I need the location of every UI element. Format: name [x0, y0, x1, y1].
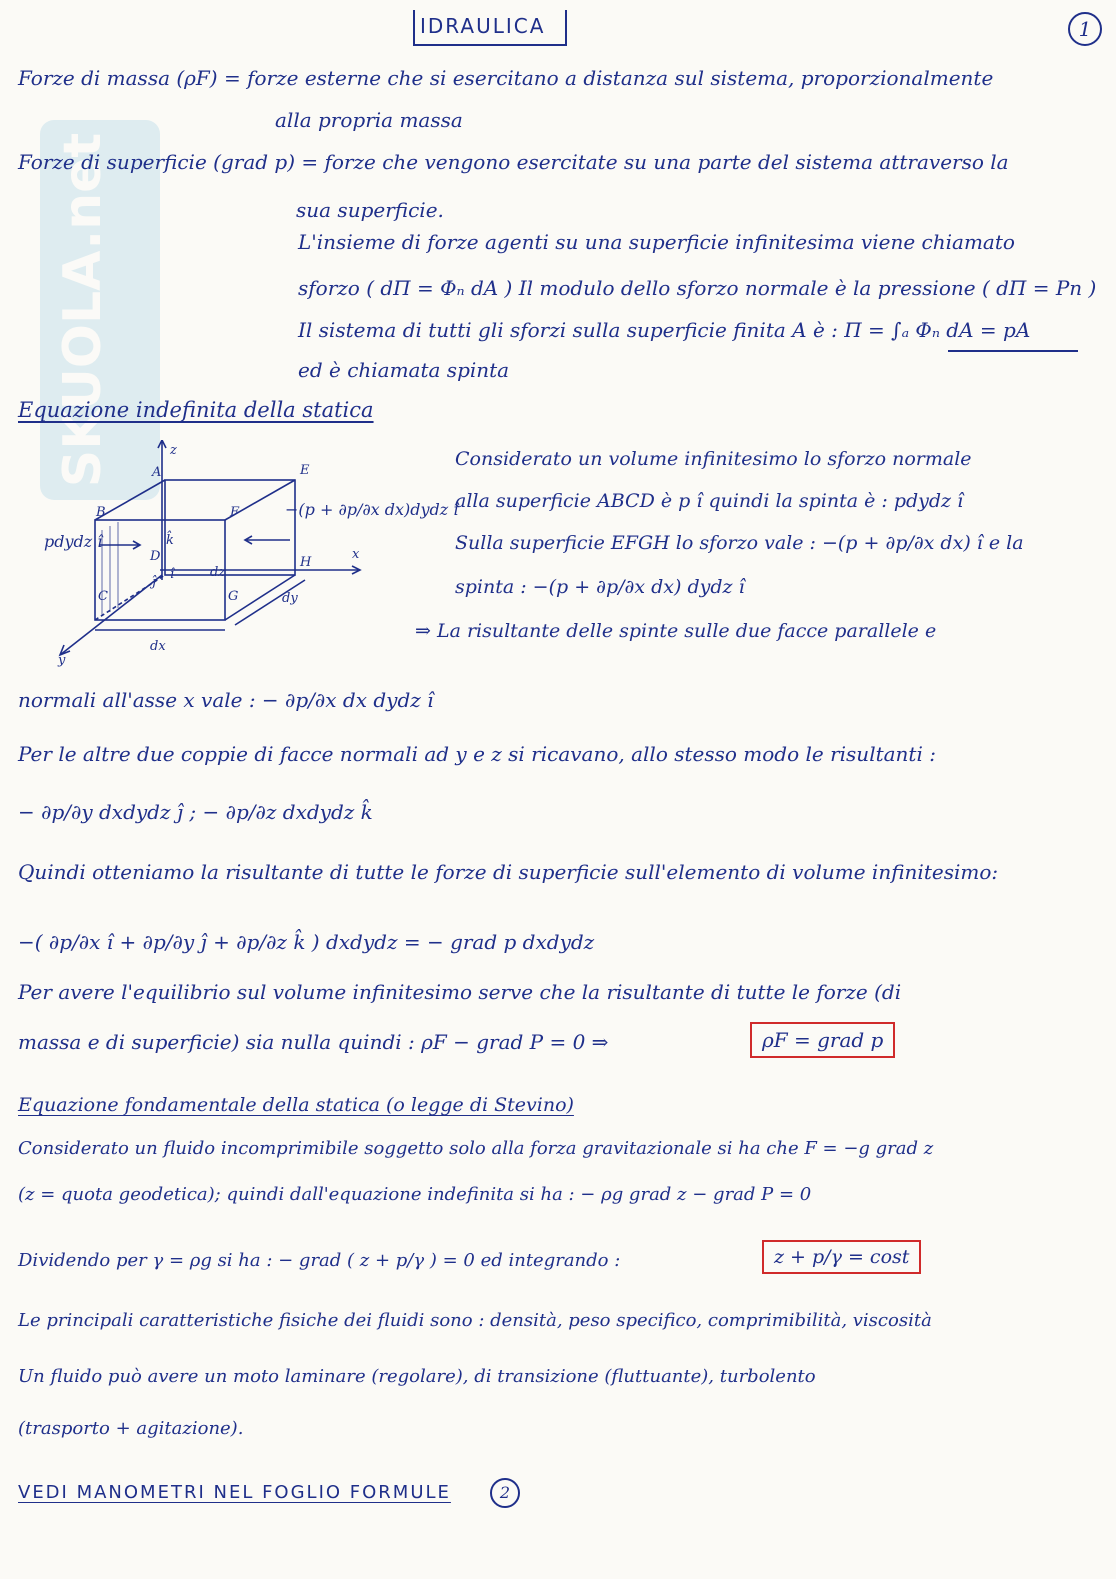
- label-C: C: [98, 589, 108, 604]
- label-z: z: [170, 443, 177, 458]
- line-forze-superficie-cont: sua superficie.: [296, 198, 444, 222]
- line-nulla-quindi: massa e di superficie) sia nulla quindi : ρF − grad P = 0 ⇒: [18, 1030, 609, 1054]
- line-forze-superficie: Forze di superficie (grad p) = forze che vengono esercitate su una parte del sistema attraverso la: [18, 150, 1009, 174]
- boxed-equation-rhoF: ρF = grad p: [750, 1022, 895, 1058]
- line-dividendo: Dividendo per γ = ρg si ha : − grad ( z + p/γ ) = 0 ed integrando :: [18, 1250, 621, 1271]
- line-fluido-incomprimibile: Considerato un fluido incomprimibile soggetto solo alla forza gravitazionale si ha che F = −g grad z: [18, 1138, 934, 1159]
- label-k: k̂: [166, 533, 174, 548]
- y-axis: [60, 575, 162, 655]
- line-superficie-abcd: alla superficie ABCD è p î quindi la spinta è : pdydz î: [455, 490, 964, 512]
- watermark-text: SKUOLA.net: [53, 132, 113, 488]
- heading-equazione-indefinita: Equazione indefinita della statica: [18, 398, 374, 422]
- label-B: B: [96, 505, 106, 520]
- footer-manometri: VEDI MANOMETRI NEL FOGLIO FORMULE: [18, 1482, 451, 1503]
- line-equilibrio: Per avere l'equilibrio sul volume infinitesimo serve che la risultante di tutte le forze (di: [18, 980, 902, 1004]
- page-number: 1: [1068, 12, 1102, 46]
- boxed-equation-stevino: z + p/γ = cost: [762, 1240, 921, 1274]
- label-dy: dy: [282, 591, 298, 606]
- line-risultanti-y-z: − ∂p/∂y dxdydz ĵ ; − ∂p/∂z dxdydz k̂: [18, 800, 373, 824]
- label-F: F: [230, 505, 240, 520]
- line-sforzo: sforzo ( dΠ = Φₙ dA ) Il modulo dello sforzo normale è la pressione ( dΠ = Pn ): [298, 276, 1097, 300]
- line-risultante-x: normali all'asse x vale : − ∂p/∂x dx dydz î: [18, 688, 434, 712]
- label-i: î: [170, 567, 175, 582]
- line-moto: Un fluido può avere un moto laminare (regolare), di transizione (fluttuante), turbolento: [18, 1366, 816, 1387]
- line-grad-p: −( ∂p/∂x î + ∂p/∂y ĵ + ∂p/∂z k̂ ) dxdydz = − grad p dxdydz: [18, 930, 595, 954]
- line-forze-massa-cont: alla propria massa: [275, 108, 463, 132]
- label-A: A: [152, 465, 162, 480]
- line-superficie-efgh: Sulla superficie EFGH lo sforzo vale : −(p + ∂p/∂x dx) î e la: [455, 532, 1024, 554]
- line-considerato-volume: Considerato un volume infinitesimo lo sforzo normale: [455, 448, 972, 470]
- heading-equazione-fondamentale: Equazione fondamentale della statica (o legge di Stevino): [18, 1094, 574, 1116]
- line-sistema-sforzi: Il sistema di tutti gli sforzi sulla superficie finita A è : Π = ∫ₐ Φₙ dA = pA: [298, 318, 1031, 342]
- line-insieme-forze: L'insieme di forze agenti su una superficie infinitesima viene chiamato: [298, 230, 1015, 254]
- cube-diagram: [40, 440, 440, 670]
- left-force-label: pdydz î: [44, 532, 103, 551]
- line-quota-geodetica: (z = quota geodetica); quindi dall'equazione indefinita si ha : − ρg grad z − grad P = 0: [18, 1184, 812, 1205]
- cube-back-face: [165, 480, 295, 575]
- label-x: x: [352, 547, 360, 562]
- line-quindi-risultante: Quindi otteniamo la risultante di tutte le forze di superficie sull'elemento di volume infinitesimo:: [18, 860, 999, 884]
- label-y: y: [58, 653, 66, 668]
- label-dx: dx: [150, 639, 166, 654]
- line-caratteristiche: Le principali caratteristiche fisiche dei fluidi sono : densità, peso specifico, comprimibilità, viscosità: [18, 1310, 932, 1331]
- label-E: E: [300, 463, 310, 478]
- underline-pi-formula: [948, 350, 1078, 352]
- line-trasporto: (trasporto + agitazione).: [18, 1418, 244, 1439]
- line-risultante-spinte: ⇒ La risultante delle spinte sulle due facce parallele e: [415, 620, 937, 642]
- line-spinta-efgh: spinta : −(p + ∂p/∂x dx) dydz î: [455, 576, 745, 598]
- label-D: D: [150, 549, 161, 564]
- label-dz: dz: [210, 565, 226, 580]
- line-forze-massa: Forze di massa (ρF) = forze esterne che si esercitano a distanza sul sistema, proporzionalmente: [18, 66, 994, 90]
- label-j: ĵ: [152, 575, 157, 590]
- line-spinta: ed è chiamata spinta: [298, 358, 510, 382]
- page-title: IDRAULICA: [420, 14, 546, 38]
- footer-page-ref: 2: [490, 1478, 520, 1508]
- label-G: G: [228, 589, 239, 604]
- line-altre-coppie: Per le altre due coppie di facce normali ad y e z si ricavano, allo stesso modo le risultanti :: [18, 742, 936, 766]
- label-H: H: [300, 555, 312, 570]
- right-force-label: −(p + ∂p/∂x dx)dydz î: [285, 500, 459, 519]
